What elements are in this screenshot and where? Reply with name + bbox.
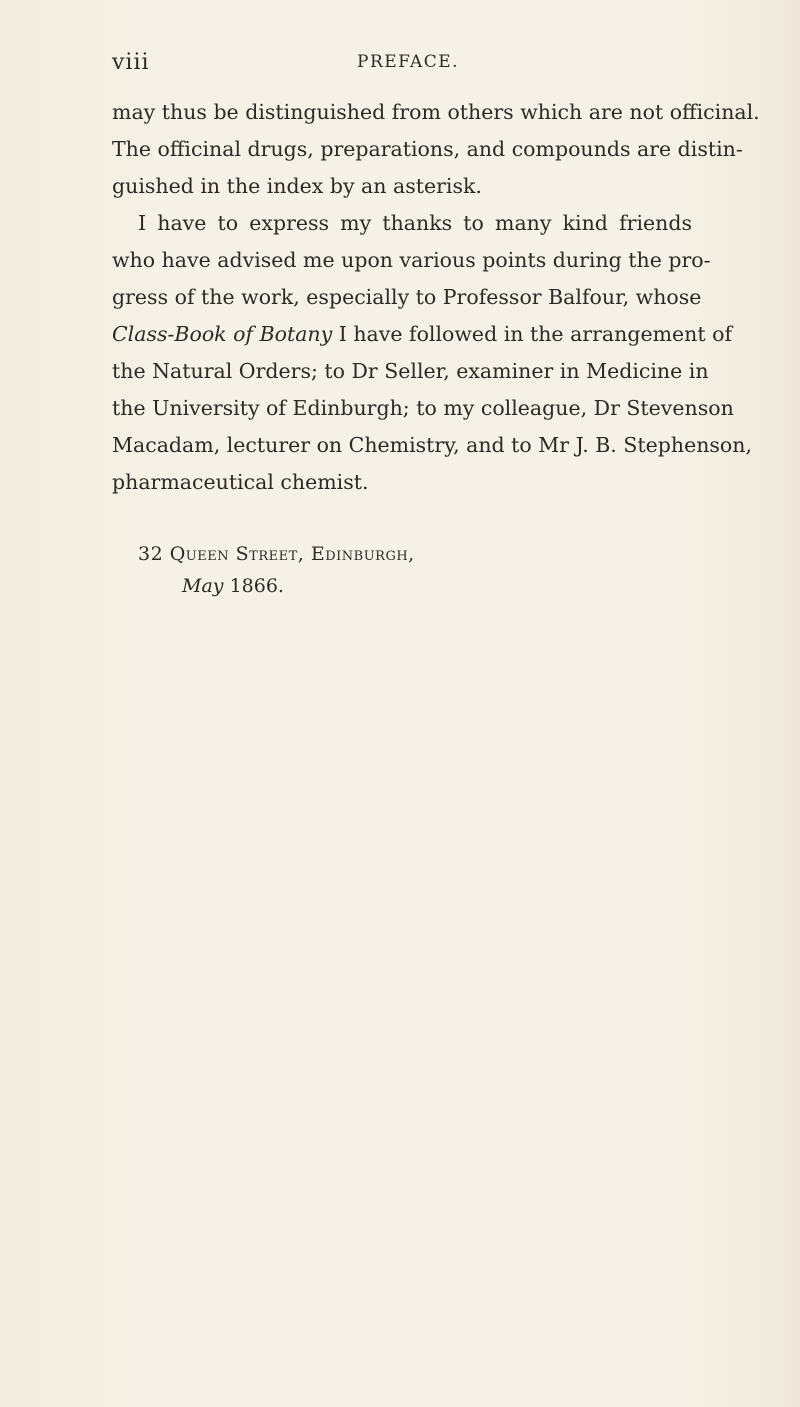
text-line: pharmaceutical chemist. bbox=[112, 470, 369, 494]
text-line: Macadam, lecturer on Chemistry, and to Mr J. B. Stephenson, bbox=[112, 433, 752, 457]
text-line: the Natural Orders; to Dr Seller, examiner in Medicine in bbox=[112, 359, 709, 383]
address-line: 32 Queen Street, Edinburgh, bbox=[138, 543, 415, 565]
page-header bbox=[112, 50, 692, 80]
running-title: PREFACE. bbox=[357, 52, 460, 72]
date-line bbox=[138, 570, 638, 602]
date-month: May bbox=[182, 575, 224, 597]
text-line: may thus be distinguished from others which are not officinal. bbox=[112, 100, 760, 124]
text-line: who have advised me upon various points during the pro- bbox=[112, 248, 711, 272]
text-line: guished in the index by an asterisk. bbox=[112, 174, 482, 198]
signoff bbox=[138, 538, 638, 602]
page-number: viii bbox=[112, 50, 150, 75]
text-line: the University of Edinburgh; to my colleague, Dr Stevenson bbox=[112, 396, 734, 420]
text-line: gress of the work, especially to Professor Balfour, whose bbox=[112, 285, 702, 309]
date-year: 1866. bbox=[223, 575, 284, 597]
text-fragment: I have followed in the arrangement of bbox=[332, 322, 733, 346]
book-title: Class-Book of Botany bbox=[112, 322, 333, 346]
text-line bbox=[112, 316, 733, 353]
text-line: I have to express my thanks to many kind friends bbox=[138, 211, 692, 235]
preface-text bbox=[112, 94, 760, 501]
text-line: The officinal drugs, preparations, and compounds are distin- bbox=[112, 137, 743, 161]
